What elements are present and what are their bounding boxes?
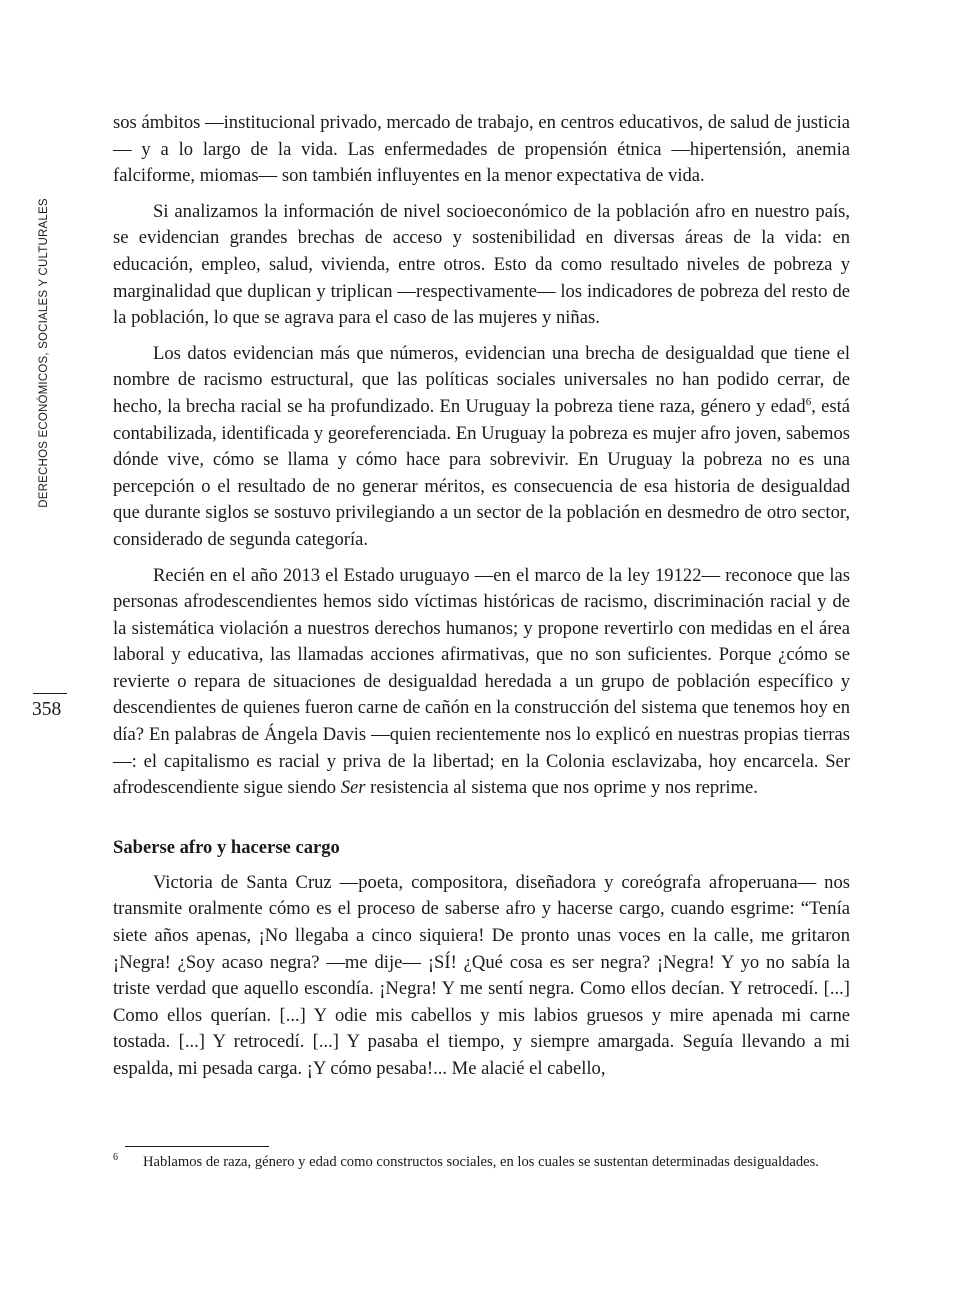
folio-rule <box>33 693 67 694</box>
section-heading: Saberse afro y hacerse cargo <box>113 836 340 858</box>
paragraph-3 <box>113 341 850 554</box>
footnote: 6 Hablamos de raza, género y edad como constructos sociales, en los cuales se sustentan determinadas desigualdades. <box>113 1152 819 1170</box>
page-number: 358 <box>32 699 62 720</box>
footnote-rule <box>125 1146 269 1147</box>
paragraph-4-tail: resistencia al sistema que nos oprime y nos reprime. <box>365 777 758 799</box>
body-text <box>113 110 850 1083</box>
paragraph-3-start: Los datos evidencian más que números, evidencian una brecha de desigualdad que tiene el nombre de racismo estructural, que las políticas sociales universales no han podido cerrar, de hecho, la brecha racial se ha profundizado. En Uruguay la pobreza tiene raza, género y edad <box>113 342 850 417</box>
paragraph-1: sos ámbitos —institucional privado, mercado de trabajo, en centros educativos, de salud de justicia— y a lo largo de la vida. Las enfermedades de propensión étnica —hipertensión, anemia falciforme, miomas— son también influyentes en la menor expectativa de vida. <box>113 112 850 187</box>
paragraph-2: Si analizamos la información de nivel socioeconómico de la población afro en nuestro país, se evidencian grandes brechas de acceso y sostenibilidad en diversas áreas de la vida: en educación, empleo, salud, vivienda, entre otros. Esto da como resultado niveles de pobreza y marginalidad que duplican y triplican —respectivamente— los indicadores de pobreza del resto de la población, lo que se agrava para el caso de las mujeres y niñas. <box>113 200 850 329</box>
footnote-reference: 6 <box>805 395 812 408</box>
footnote-text: Hablamos de raza, género y edad como constructos sociales, en los cuales se sustentan determinadas desigualdades. <box>143 1154 819 1170</box>
paragraph-5: Victoria de Santa Cruz —poeta, compositora, diseñadora y coreógrafa afroperuana— nos transmite oralmente cómo es el proceso de saberse afro y hacerse cargo, cuando esgrime: “Tenía siete años apenas, ¡No llegaba a cinco siquiera! De pronto unas voces en la calle, me gritaron ¡Negra! ¿Soy acaso negra? —me dije— ¡SÍ! ¿Qué cosa es ser negra? ¡Negra! Y yo no sabía la triste verdad que aquello escondía. ¡Negra! Y me sentí negra. Como ellos decían. Y retrocedí. [...] Como ellos querían. [...] Y odie mis cabellos y mis labios gruesos y mire apenada mi carne tostada. [...] Y retrocedí. [...] Y pasaba el tiempo, y siempre amargada. Seguía llevando a mi espalda, mi pesada carga. ¡Y cómo pesaba!... Me alacié el cabello, <box>113 871 850 1079</box>
paragraph-4-text: Recién en el año 2013 el Estado uruguayo —en el marco de la ley 19122— reconoce que las personas afrodescendientes hemos sido víctimas históricas de racismo, discriminación racial y de la sistemática violación a nuestros derechos humanos; y propone revertirlo con medidas en el área laboral y educativa, las llamadas acciones afirmativas, que no son suficientes. Porque ¿cómo se revierte o repara de situaciones de desigualdad heredada a un grupo de población específico y descendientes de quienes fueron carne de cañón en la construcción del sistema que tenemos hoy en día? En palabras de Ángela Davis —quien recientemente nos lo explicó en nuestras propias tierras—: el capitalismo es racial y priva de la libertad; en la Colonia esclavizaba, hoy encarcela. Ser afrodescendiente sigue siendo <box>113 564 850 799</box>
paragraph-4-italic: Ser <box>340 777 366 799</box>
paragraph-3-end: , está contabilizada, identificada y georeferenciada. En Uruguay la pobreza es mujer afro joven, sabemos dónde vive, cómo se llama y cómo hace para sobrevivir. En Uruguay la pobreza no es una percepción o el resultado de no generar méritos, es consecuencia de esa historia de desigualdad que durante siglos se sostuvo privilegiando a un sector de la población en desmedro de otro sector, considerado de segunda categoría. <box>113 395 850 550</box>
paragraph-4 <box>113 563 850 802</box>
running-head <box>24 195 64 510</box>
running-head-text: DERECHOS ECONÓMICOS, SOCIALES Y CULTURALES <box>38 197 50 508</box>
